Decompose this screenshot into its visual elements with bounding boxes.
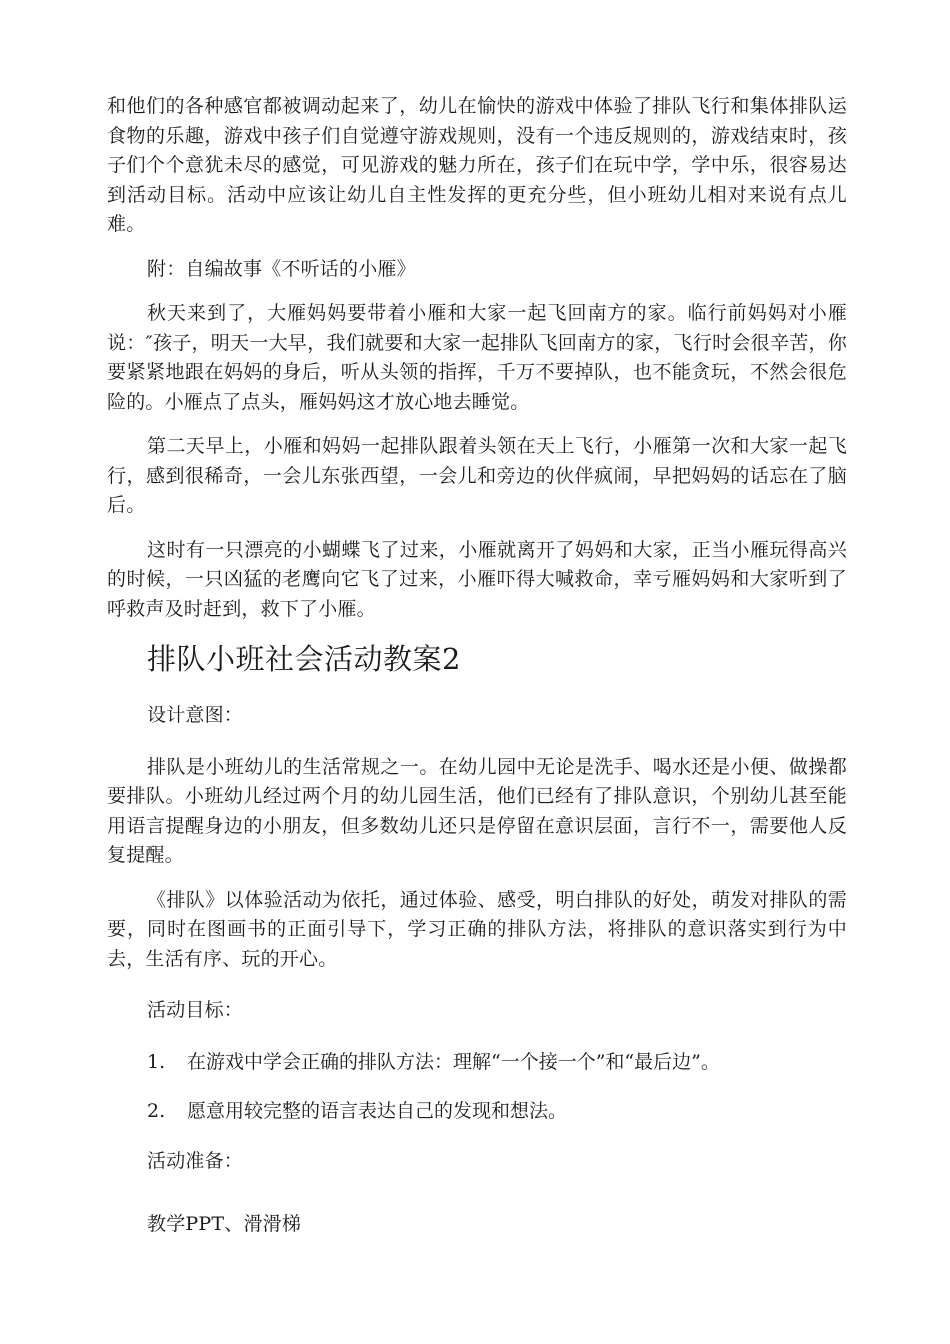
story-paragraph: 这时有一只漂亮的小蝴蝶飞了过来，小雁就离开了妈妈和大家，正当小雁玩得高兴的时候，一只凶猛的老鹰向它飞了过来，小雁吓得大喊救命，幸亏雁妈妈和大家听到了呼救声及时赶到，救下了小雁。 bbox=[107, 538, 847, 620]
goal-item bbox=[147, 1048, 847, 1078]
design-paragraph: 排队是小班幼儿的生活常规之一。在幼儿园中无论是洗手、喝水还是小便、做操都要排队。小班幼儿经过两个月的幼儿园生活，他们已经有了排队意识，个别幼儿甚至能用语言提醒身边的小朋友，但多数幼儿还只是停留在意识层面，言行不一，需要他人反复提醒。 bbox=[107, 755, 847, 866]
paragraph-continuation: 和他们的各种感官都被调动起来了，幼儿在愉快的游戏中体验了排队飞行和集体排队运食物的乐趣，游戏中孩子们自觉遵守游戏规则，没有一个违反规则的，游戏结束时，孩子们个个意犹未尽的感觉，可见游戏的魅力所在，孩子们在玩中学，学中乐，很容易达到活动目标。活动中应该让幼儿自主性发挥的更充分些，但小班幼儿相对来说有点儿难。 bbox=[107, 95, 847, 235]
goal-text: 愿意用较完整的语言表达自己的发现和想法。 bbox=[187, 1100, 568, 1122]
story-paragraph: 秋天来到了，大雁妈妈要带着小雁和大家一起飞回南方的家。临行前妈妈对小雁说：″孩子，明天一大早，我们就要和大家一起排队飞回南方的家，飞行时会很辛苦，你要紧紧地跟在妈妈的身后，听从头领的指挥，千万不要掉队，也不能贪玩，不然会很危险的。小雁点了点头，雁妈妈这才放心地去睡觉。 bbox=[107, 302, 847, 413]
design-paragraph: 《排队》以体验活动为依托，通过体验、感受，明白排队的好处，萌发对排队的需要，同时在图画书的正面引导下，学习正确的排队方法，将排队的意识落实到行为中去，生活有序、玩的开心。 bbox=[107, 888, 847, 970]
section-heading: 排队小班社会活动教案2 bbox=[147, 642, 461, 676]
design-intent-label: 设计意图： bbox=[147, 704, 244, 726]
goal-item bbox=[147, 1097, 847, 1127]
story-paragraph: 第二天早上，小雁和妈妈一起排队跟着头领在天上飞行，小雁第一次和大家一起飞行，感到很稀奇，一会儿东张西望，一会儿和旁边的伙伴疯闹，早把妈妈的话忘在了脑后。 bbox=[107, 435, 847, 516]
prep-label: 活动准备： bbox=[147, 1149, 244, 1172]
goal-number: 1. bbox=[147, 1050, 166, 1073]
goals-label: 活动目标： bbox=[147, 999, 244, 1021]
goal-number: 2. bbox=[147, 1100, 166, 1122]
goal-text: 在游戏中学会正确的排队方法：理解“一个接一个”和“最后边”。 bbox=[187, 1050, 720, 1073]
prep-text: 教学PPT、滑滑梯 bbox=[147, 1213, 302, 1235]
appendix-title: 附：自编故事《不听话的小雁》 bbox=[147, 257, 416, 280]
document-page bbox=[107, 92, 847, 1240]
